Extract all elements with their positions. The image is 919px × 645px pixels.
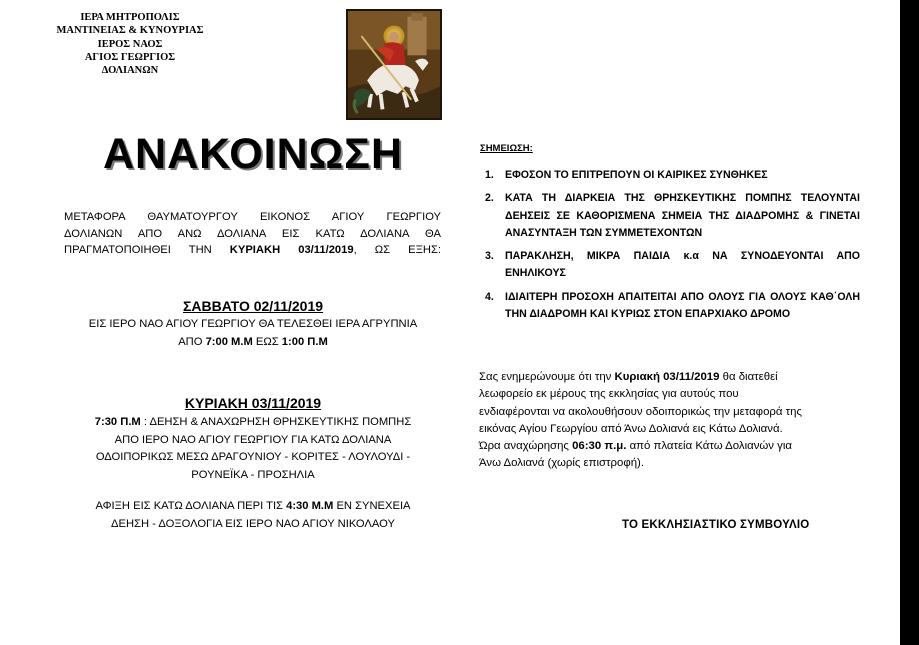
- notice-line: εικόνας Αγίου Γεωργίου από Άνω Δολιανά εις Κάτω Δολιανά.: [479, 422, 783, 435]
- sunday-time: 7:30 Π.Μ: [94, 416, 141, 428]
- saturday-line: [70, 334, 436, 352]
- note-number: 1.: [485, 169, 494, 181]
- sunday-details: [70, 414, 436, 484]
- intro-date: ΚΥΡΙΑΚΗ 03/11/2019: [229, 244, 354, 256]
- notice-line: [479, 369, 849, 386]
- arrival-line: ΔΕΗΣΗ - ΔΟΞΟΛΟΓΙΑ ΕΙΣ ΙΕΡΟ ΝΑΟ ΑΓΙΟΥ ΝΙΚΟΛΑΟΥ: [111, 517, 395, 530]
- intro-paragraph: [64, 209, 441, 259]
- saturday-heading: ΣΑΒΒΑΤΟ 02/11/2019: [182, 298, 324, 314]
- window-edge: [900, 0, 919, 645]
- intro-line: [64, 242, 441, 259]
- saint-george-icon: [346, 9, 442, 120]
- note-item: [485, 289, 860, 324]
- note-text: ΙΔΙΑΙΤΕΡΗ ΠΡΟΣΟΧΗ ΑΠΑΙΤΕΙΤΑΙ ΑΠΟ ΟΛΟΥΣ ΓΙΑ ΟΛΟΥΣ ΚΑΘ΄ΟΛΗ ΤΗΝ ΔΙΑΔΡΟΜΗ ΚΑΙ ΚΥΡΙΩΣ ΣΤΟΝ ΕΠΑΡΧΙΑΚΟ ΔΡΟΜΟ: [505, 290, 860, 321]
- arrival-text: ΕΝ ΣΥΝΕΧΕΙΑ: [333, 500, 411, 512]
- sunday-line: ΑΠΟ ΙΕΡΟ ΝΑΟ ΑΓΙΟΥ ΓΕΩΡΓΙΟΥ ΓΙΑ ΚΑΤΩ ΔΟΛΙΑΝΑ: [114, 433, 392, 446]
- header-line: ΑΓΙΟΣ ΓΕΩΡΓΙΟΣ: [84, 51, 176, 63]
- sunday-line: [70, 414, 436, 432]
- notice-text: θα διατεθεί: [719, 371, 778, 383]
- header-line: ΔΟΛΙΑΝΩΝ: [101, 65, 159, 77]
- note-number: 2.: [485, 192, 494, 205]
- sunday-text: : ΔΕΗΣΗ & ΑΝΑΧΩΡΗΣΗ ΘΡΗΣΚΕΥΤΙΚΗΣ ΠΟΜΠΗΣ: [140, 416, 412, 428]
- intro-text: , ΩΣ ΕΞΗΣ:: [353, 244, 441, 256]
- saturday-time-end: 1:00 Π.Μ: [281, 335, 328, 348]
- saturday-text: ΕΩΣ: [252, 335, 282, 348]
- arrival-details: [70, 498, 436, 533]
- intro-line: ΜΕΤΑΦΟΡΑ ΘΑΥΜΑΤΟΥΡΓΟΥ ΕΙΚΟΝΟΣ ΑΓΙΟΥ ΓΕΩΡΓΙΟΥ: [64, 211, 441, 223]
- note-item: [485, 248, 860, 283]
- sunday-heading: ΚΥΡΙΑΚΗ 03/11/2019: [184, 395, 322, 411]
- notice-line: [479, 438, 849, 455]
- sunday-line: ΡΟΥΝΕΪΚΑ - ΠΡΟΣΗΛΙΑ: [191, 468, 315, 481]
- note-text: ΚΑΤΑ ΤΗ ΔΙΑΡΚΕΙΑ ΤΗΣ ΘΡΗΣΚΕΥΤΙΚΗΣ ΠΟΜΠΗΣ ΤΕΛΟΥΝΤΑΙ ΔΕΗΣΕΙΣ ΣΕ ΚΑΘΟΡΙΣΜΕΝΑ ΣΗΜΕΙΑ ΤΗΣ ΔΙΑΔΡΟΜΗΣ & ΓΙΝΕΤΑΙ ΑΝΑΣΥΝΤΑΞΗ ΤΩΝ ΣΥΜΜΕΤΕΧΟΝΤΩΝ: [505, 192, 860, 239]
- header-line: ΙΕΡΟΣ ΝΑΟΣ: [97, 38, 163, 50]
- notice-date: Κυριακή 03/11/2019: [614, 371, 720, 383]
- note-number: 4.: [485, 290, 494, 303]
- notice-text: από πλατεία Κάτω Δολιανών για: [626, 440, 792, 453]
- page-title: ΑΝΑΚΟΙΝΩΣΗ: [102, 130, 404, 178]
- notice-text: Σας ενημερώνουμε ότι την: [479, 371, 615, 383]
- notice-time: 06:30 π.μ.: [572, 440, 627, 453]
- notes-label: ΣΗΜΕΙΩΣΗ:: [480, 143, 533, 154]
- note-item: [485, 167, 860, 184]
- church-header: [40, 11, 220, 77]
- note-text: ΠΑΡΑΚΛΗΣΗ, ΜΙΚΡΑ ΠΑΙΔΙΑ κ.α ΝΑ ΣΥΝΟΔΕΥΟΝΤΑΙ ΑΠΟ ΕΝΗΛΙΚΟΥΣ: [505, 250, 860, 280]
- saturday-line: ΕΙΣ ΙΕΡΟ ΝΑΟ ΑΓΙΟΥ ΓΕΩΡΓΙΟΥ ΘΑ ΤΕΛΕΣΘΕΙ ΙΕΡΑ ΑΓΡΥΠΝΙΑ: [88, 318, 418, 330]
- saturday-details: [70, 316, 436, 351]
- notice-line: λεωφορείο εκ μέρους της εκκλησίας για αυτούς που: [479, 388, 739, 401]
- saturday-time-start: 7:00 Μ.Μ: [205, 335, 253, 348]
- notice-line: Άνω Δολιανά (χωρίς επιστροφή).: [479, 457, 645, 470]
- notice-line: ενδιαφέρονται να ακολουθήσουν οδοιπορικώς την μεταφορά της: [479, 405, 802, 418]
- intro-text: ΠΡΑΓΜΑΤΟΠΟΙΗΘΕΙ ΤΗΝ: [64, 244, 230, 256]
- notice-text: Ώρα αναχώρησης: [479, 440, 573, 453]
- intro-line: ΔΟΛΙΑΝΩΝ ΑΠΟ ΑΝΩ ΔΟΛΙΑΝΑ ΕΙΣ ΚΑΤΩ ΔΟΛΙΑΝΑ ΘΑ: [64, 227, 441, 240]
- note-item: [485, 190, 860, 242]
- sunday-line: ΟΔΟΙΠΟΡΙΚΩΣ ΜΕΣΩ ΔΡΑΓΟΥΝΙΟΥ - ΚΟΡΙΤΕΣ - ΛΟΥΛΟΥΔΙ -: [95, 451, 411, 463]
- header-line: ΜΑΝΤΙΝΕΙΑΣ & ΚΥΝΟΥΡΙΑΣ: [56, 25, 204, 37]
- arrival-text: ΑΦΙΞΗ ΕΙΣ ΚΑΤΩ ΔΟΛΙΑΝΑ ΠΕΡΙ ΤΙΣ: [95, 500, 287, 512]
- header-line: ΙΕΡΑ ΜΗΤΡΟΠΟΛΙΣ: [80, 12, 180, 23]
- notes-list: [485, 167, 860, 329]
- saturday-text: ΑΠΟ: [178, 335, 206, 348]
- arrival-time: 4:30 Μ.Μ: [286, 500, 334, 512]
- bus-notice: [479, 369, 849, 473]
- saint-george-icon-art: [348, 11, 440, 118]
- signature: ΤΟ ΕΚΚΛΗΣΙΑΣΤΙΚΟ ΣΥΜΒΟΥΛΙΟ: [622, 519, 810, 531]
- note-number: 3.: [485, 250, 494, 263]
- arrival-line: [70, 498, 436, 516]
- note-text: ΕΦΟΣΟΝ ΤΟ ΕΠΙΤΡΕΠΟΥΝ ΟΙ ΚΑΙΡΙΚΕΣ ΣΥΝΘΗΚΕΣ: [505, 169, 768, 181]
